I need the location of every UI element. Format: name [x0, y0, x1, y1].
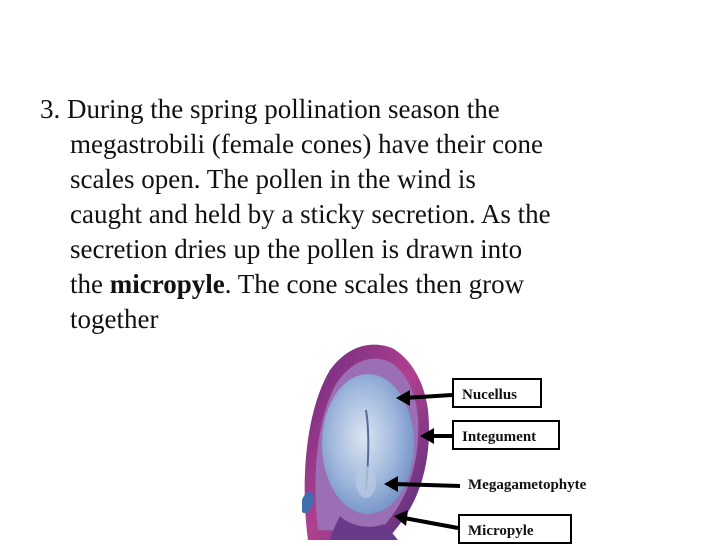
text-line-5: secretion dries up the pollen is drawn into: [70, 234, 523, 264]
body-paragraph: [40, 92, 680, 337]
ovule-micrograph-figure: [300, 340, 620, 540]
text-line-7: together: [70, 304, 159, 334]
label-micropyle: Micropyle: [458, 514, 572, 544]
micropyle-term: micropyle: [109, 269, 225, 299]
text-line-2: megastrobili (female cones) have their cone: [70, 129, 544, 159]
text-line-6-start: the: [70, 269, 110, 299]
text-line-6: [40, 267, 680, 302]
text-line-1: 3. During the spring pollination season the: [40, 94, 500, 124]
label-megagametophyte: Megagametophyte: [460, 470, 606, 500]
arrow-micropyle: [394, 510, 458, 528]
text-line-4: caught and held by a sticky secretion. As the: [70, 199, 551, 229]
text-line-3: scales open. The pollen in the wind is: [70, 164, 476, 194]
megagametophyte-core: [356, 466, 376, 498]
text-line-6-end: . The cone scales then grow: [224, 269, 525, 299]
label-nucellus: Nucellus: [452, 378, 542, 408]
label-integument: Integument: [452, 420, 560, 450]
